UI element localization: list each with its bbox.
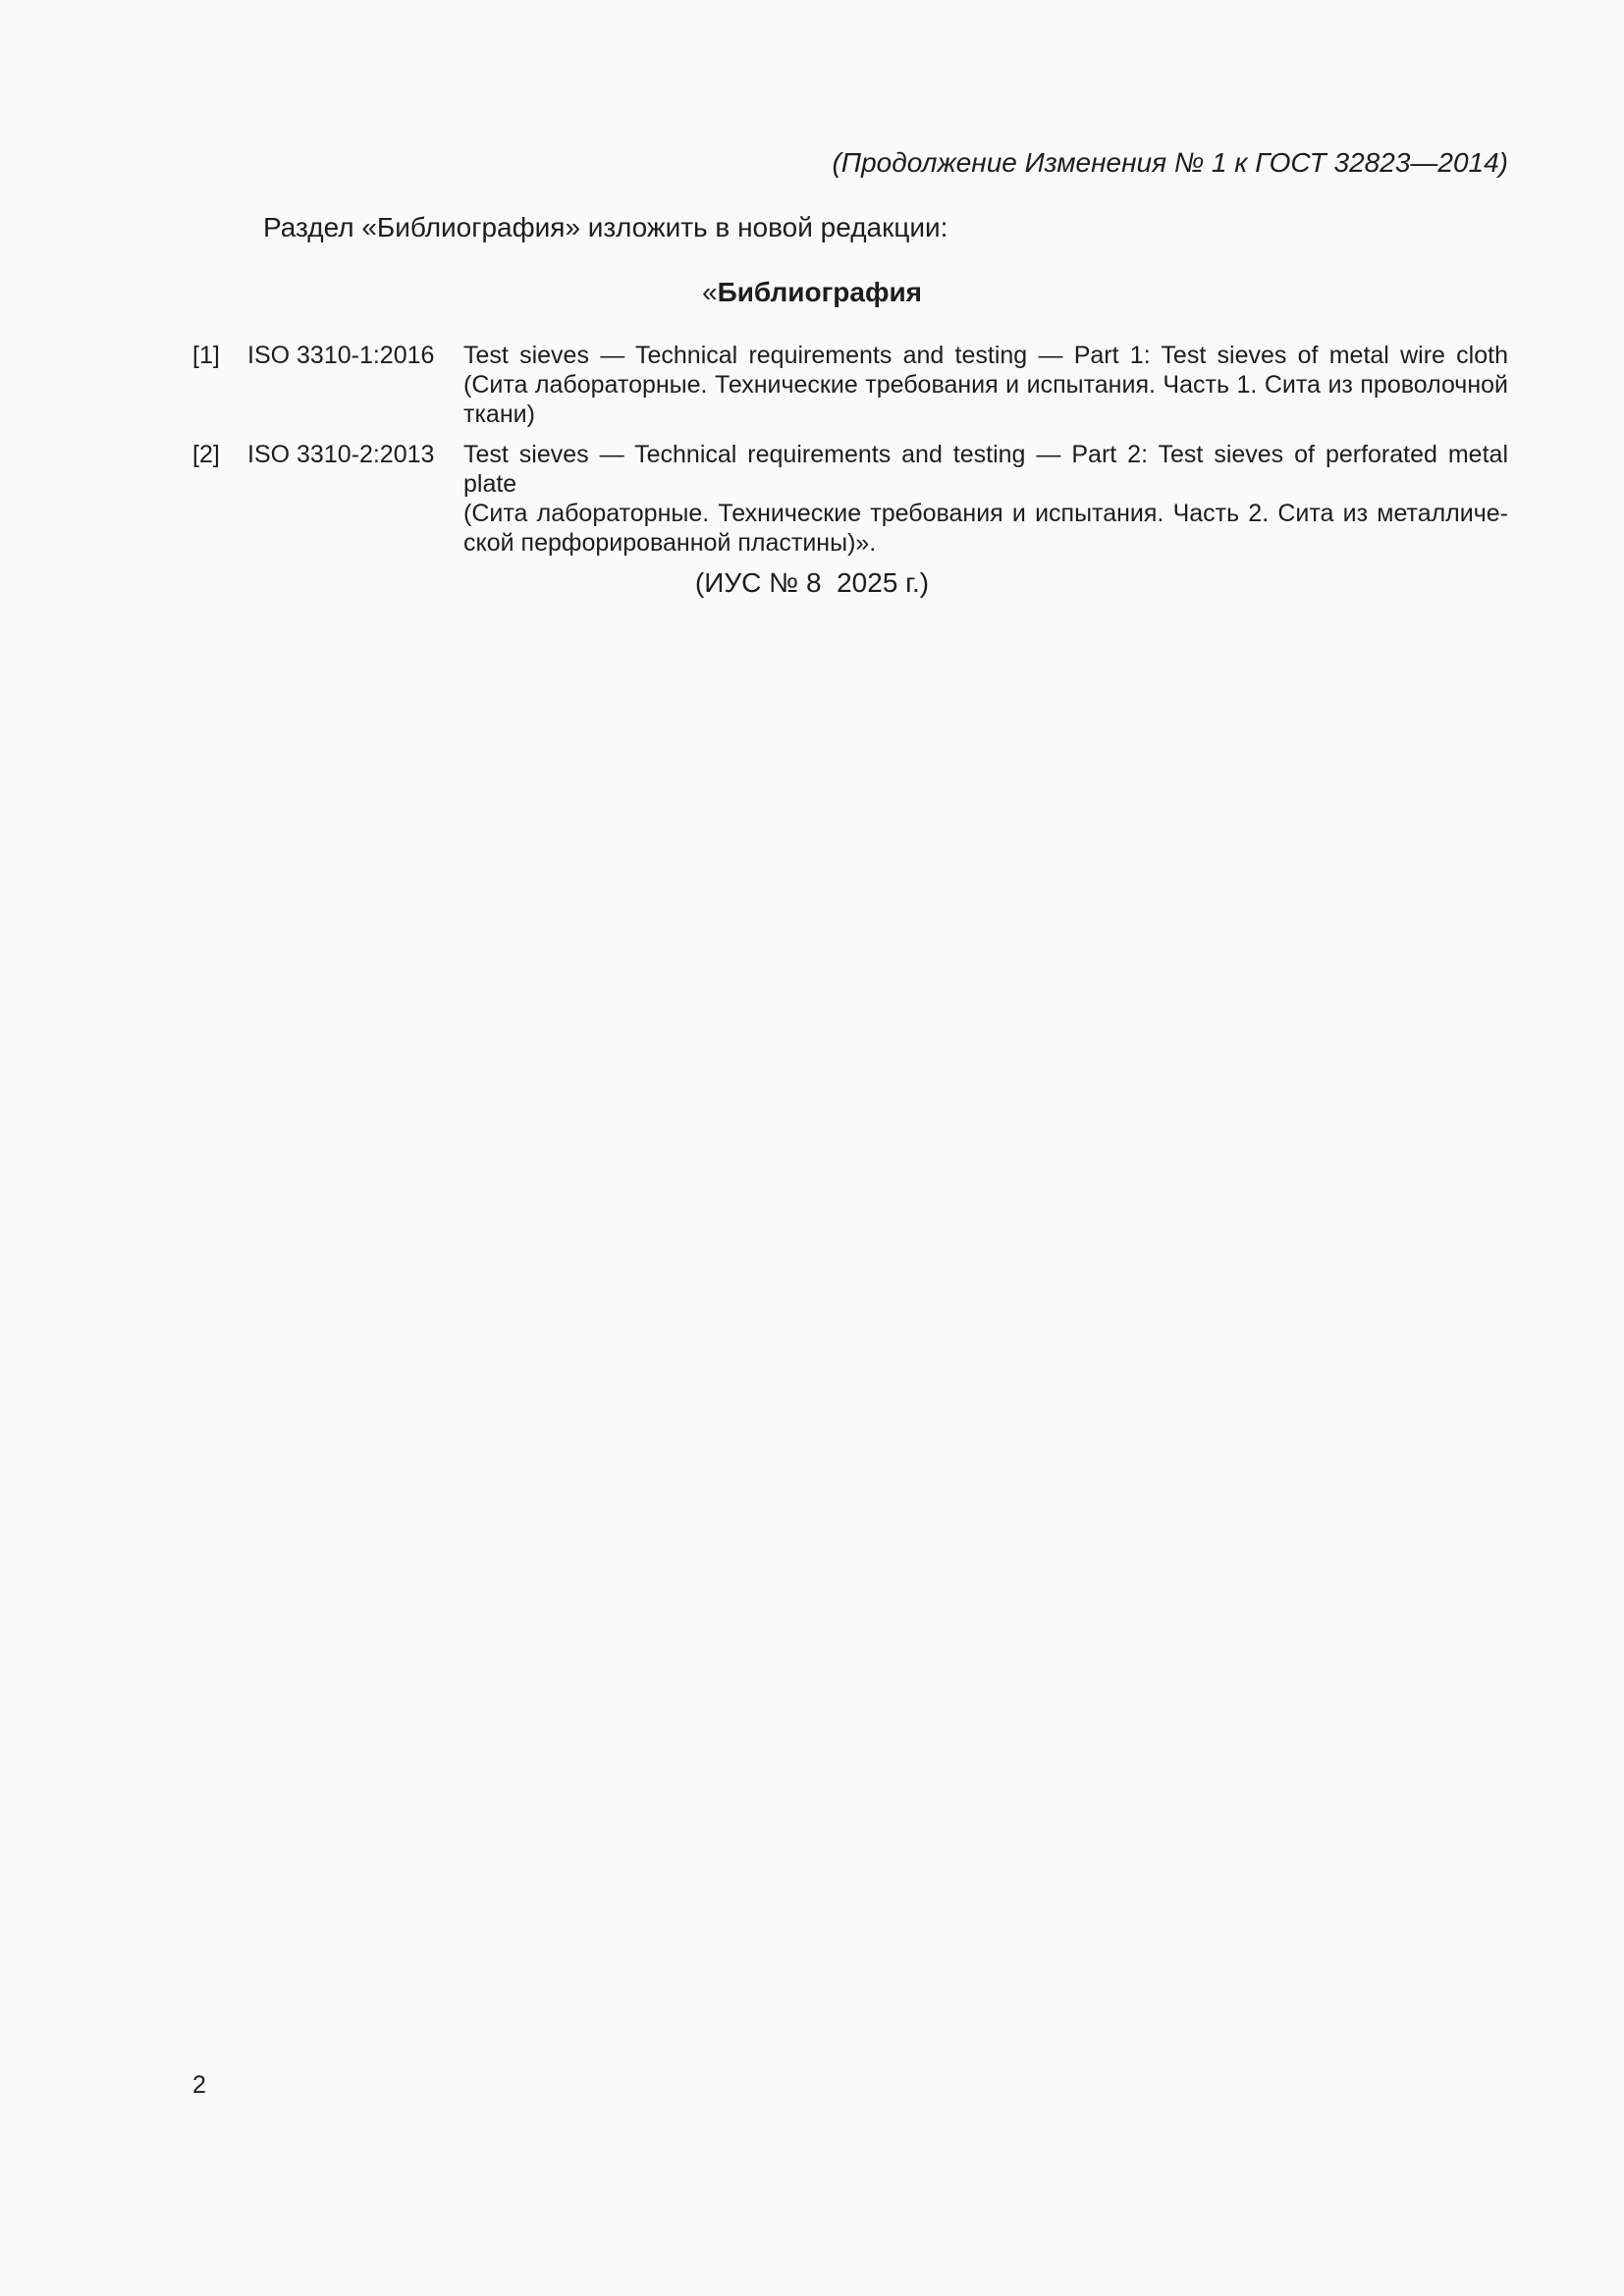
heading-title: Библиография [717, 277, 922, 307]
heading-quote: « [701, 277, 718, 307]
entry-line: (Сита лабораторные. Технические требования и испытания. Часть 1. Сита из проволочной [463, 371, 1508, 399]
entry-line: ткани) [463, 400, 535, 428]
entry-line: (Сита лабораторные. Технические требования и испытания. Часть 2. Сита из металличе- [463, 500, 1508, 527]
entry-line: Test sieves — Technical requirements and testing — Part 1: Test sieves of metal wire cloth [463, 342, 1508, 369]
bibliography-heading [0, 277, 1624, 308]
instruction-text: Раздел «Библиография» изложить в новой редакции: [263, 212, 948, 242]
ius-reference: (ИУС № 8 2025 г.) [694, 567, 930, 598]
entry-number: [1] [192, 342, 220, 369]
page-number: 2 [192, 2071, 206, 2099]
entry-line: ской перфорированной пластины)». [463, 529, 877, 557]
entry-line: Test sieves — Technical requirements and testing — Part 2: Test sieves of perforated metal plate [463, 441, 1508, 498]
entry-standard-code: ISO 3310-1:2016 [247, 342, 435, 369]
entry-description [463, 440, 1508, 558]
continuation-header: (Продолжение Изменения № 1 к ГОСТ 32823—2014) [832, 147, 1508, 178]
entry-number: [2] [192, 441, 220, 468]
entry-description [463, 341, 1508, 429]
entry-standard-code: ISO 3310-2:2013 [247, 441, 435, 468]
